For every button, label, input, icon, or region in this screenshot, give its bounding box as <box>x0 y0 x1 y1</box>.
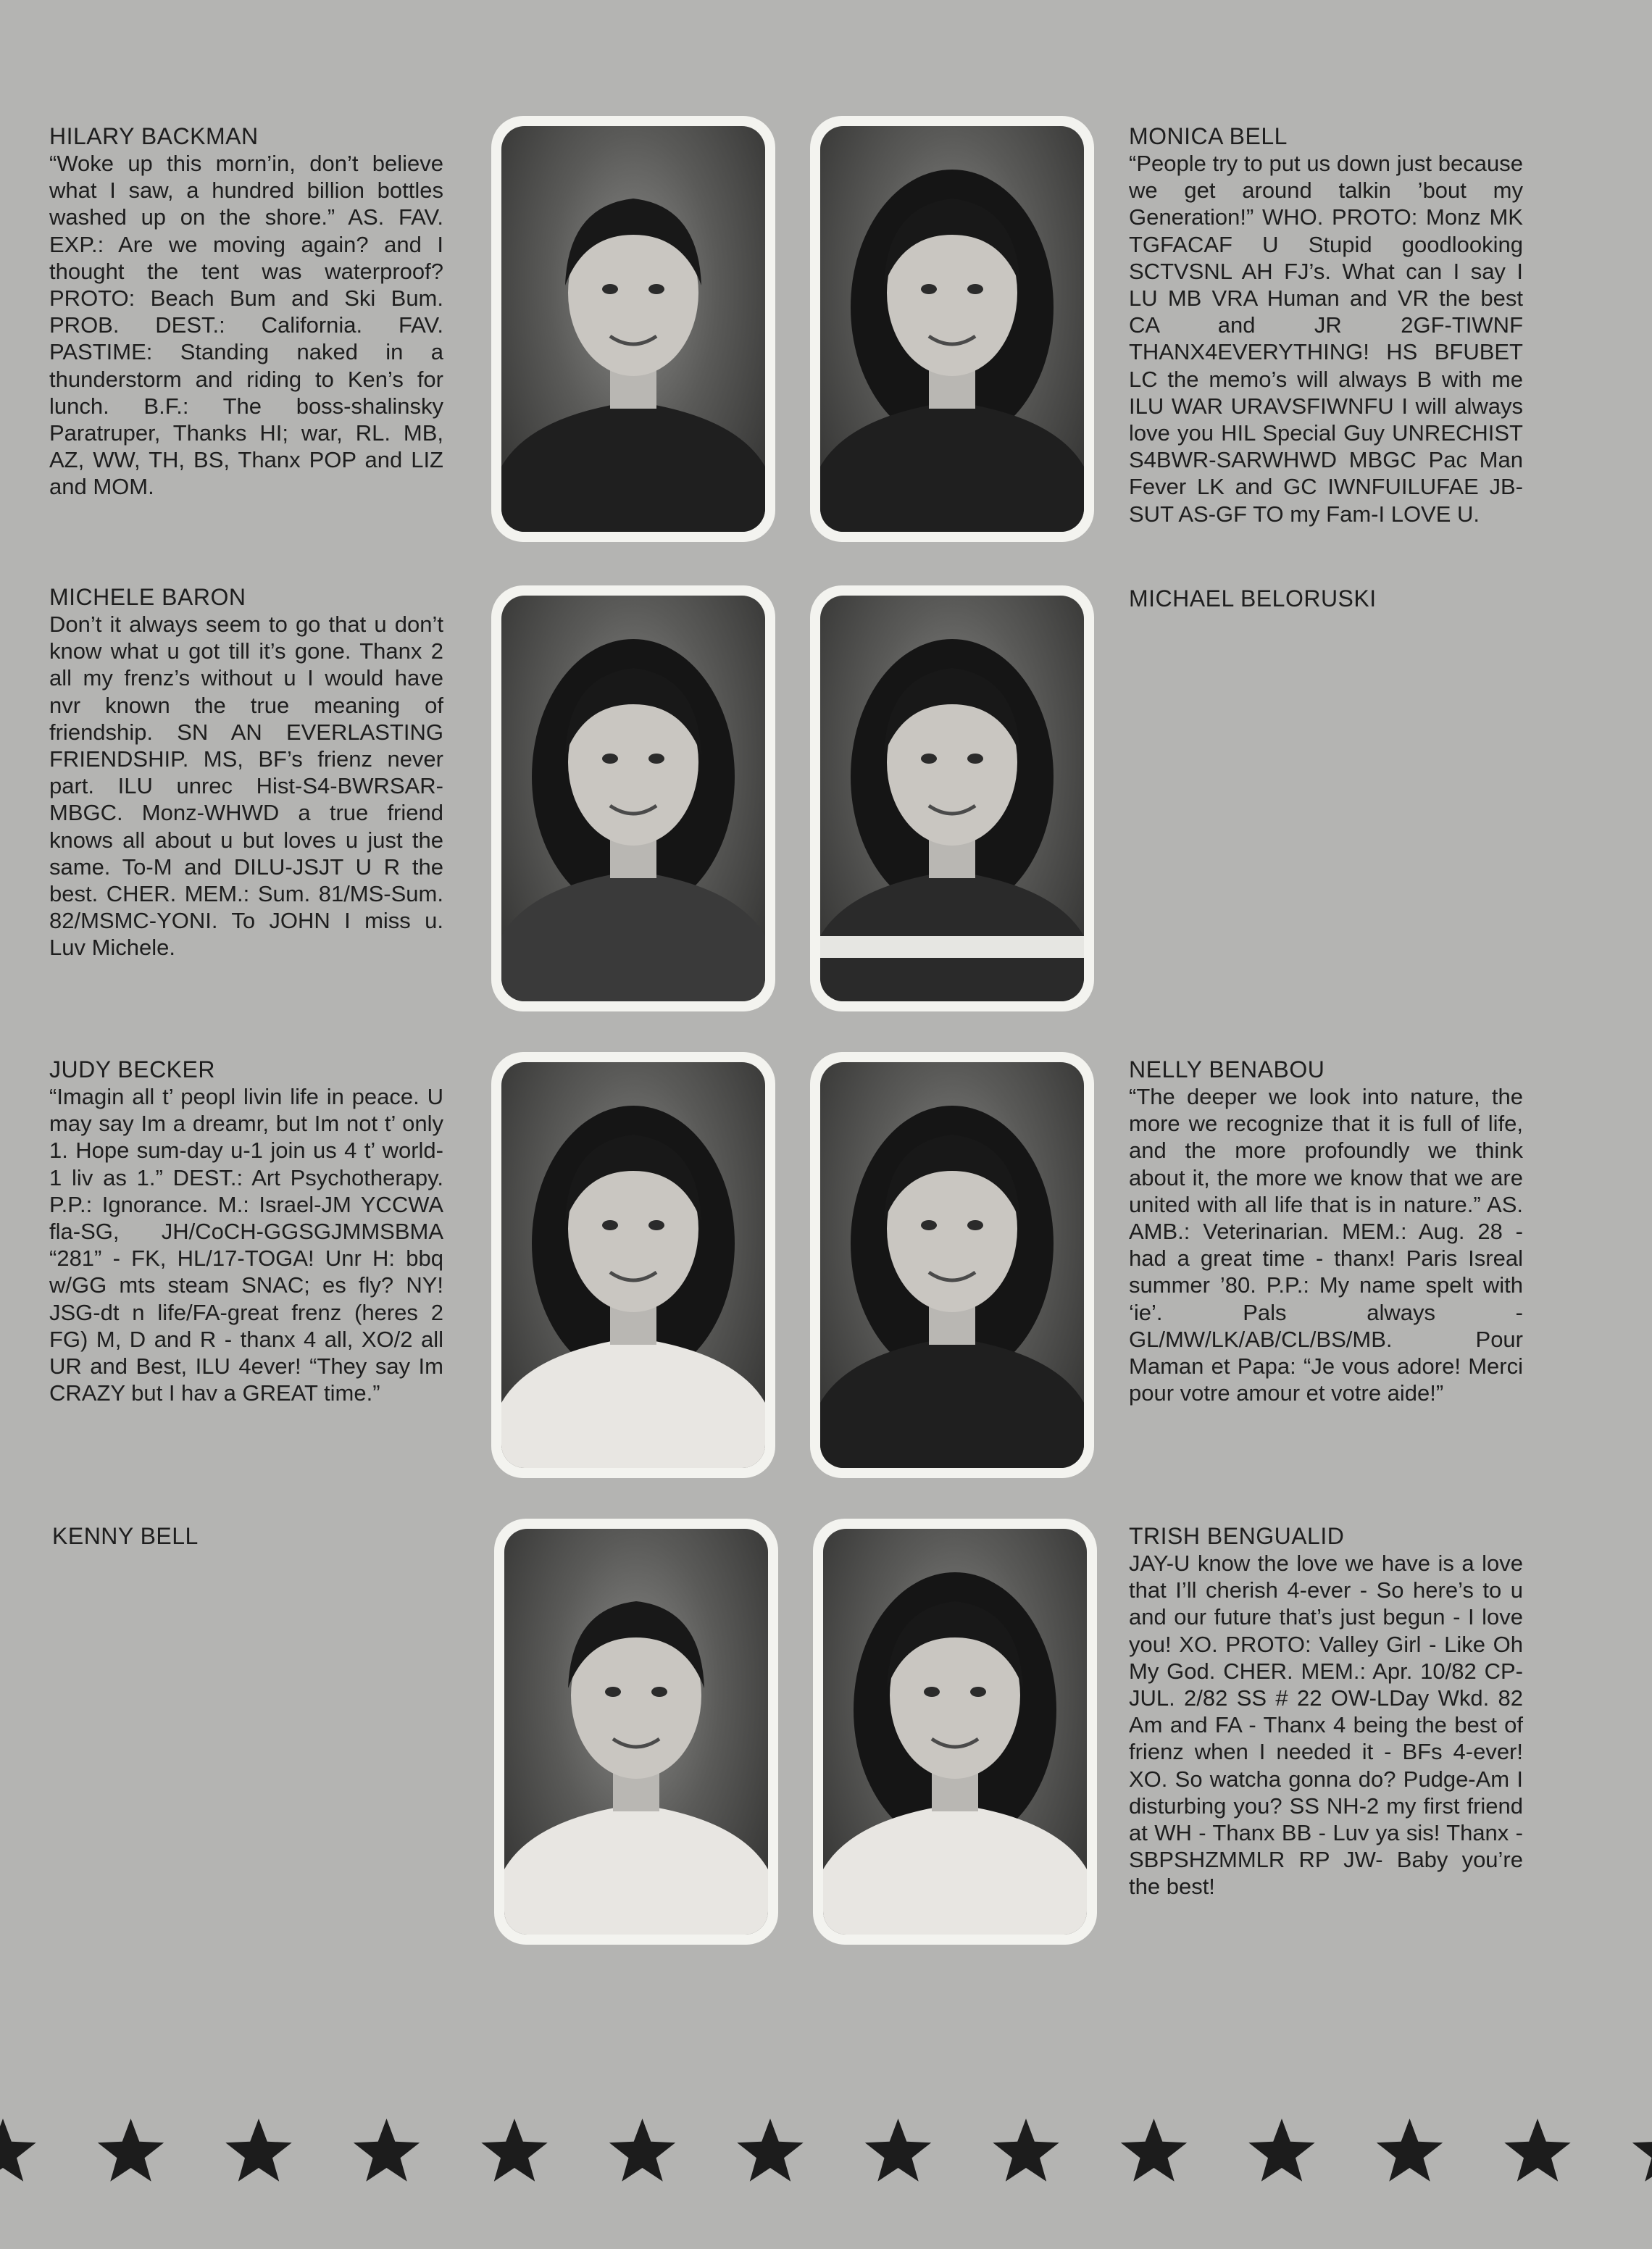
left-eye <box>605 1687 621 1697</box>
portrait-silhouette <box>820 126 1084 532</box>
star-icon <box>993 2119 1059 2182</box>
portrait-photo-judy-becker <box>491 1052 775 1478</box>
student-bio: “Woke up this morn’in, don’t believe what I saw, a hundred billion bottles washed up on the shore.” AS. FAV. EXP.: Are we moving again? and I thought the tent was waterproof? PROTO: Beach Bum and Ski Bum. PROB. DEST.: California. FAV. PASTIME: Standing naked in a thunderstorm and riding to Ken’s for lunch. B.F.: The boss-shalinsky Paratruper, Thanks HI; war, RL. MB, AZ, WW, TH, BS, Thanx POP and LIZ and MOM. <box>49 151 443 500</box>
portrait-photo-nelly-benabou <box>810 1052 1094 1478</box>
star-icon <box>225 2119 291 2182</box>
student-name: TRISH BENGUALID <box>1129 1523 1345 1549</box>
right-eye <box>967 284 983 294</box>
portrait-photo-hilary-backman <box>491 116 775 542</box>
portrait-image <box>501 1062 765 1468</box>
student-name: HILARY BACKMAN <box>49 123 259 149</box>
portrait-image <box>820 1062 1084 1468</box>
portrait-image <box>501 126 765 532</box>
portrait-image <box>501 596 765 1001</box>
star-icon <box>481 2119 547 2182</box>
student-entry-kenny-bell <box>52 1523 446 1550</box>
student-bio: Don’t it always seem to go that u don’t know what u got till it’s gone. Thanx 2 all my frenz’s without u I would have nvr known the true meaning of friendship. SN AN EVERLASTING FRIENDSHIP. MS, BF’s frienz never part. ILU unrec Hist-S4-BWRSAR-MBGC. Monz-WHWD a true friend knows all about u but loves u just the same. To-M and DILU-JSJT U R the best. CHER. MEM.: Sum. 81/MS-Sum. 82/MSMC-YONI. To JOHN I miss u. Luv Michele. <box>49 612 443 961</box>
portrait-image <box>504 1529 768 1935</box>
star-icon <box>1504 2119 1570 2182</box>
student-name: MICHELE BARON <box>49 584 246 610</box>
star-icon <box>1248 2119 1314 2182</box>
portrait-silhouette <box>504 1529 768 1935</box>
shirt-stripe <box>820 936 1084 958</box>
portrait-image <box>820 596 1084 1001</box>
portrait-silhouette <box>820 596 1084 1001</box>
portrait-image <box>820 126 1084 532</box>
right-eye <box>967 1220 983 1230</box>
left-eye <box>921 1220 937 1230</box>
student-entry-michael-beloruski <box>1129 585 1523 612</box>
student-name: MONICA BELL <box>1129 123 1288 149</box>
star-icon <box>354 2119 420 2182</box>
portrait-silhouette <box>501 126 765 532</box>
right-eye <box>651 1687 667 1697</box>
shoulders <box>501 401 765 532</box>
student-name: KENNY BELL <box>52 1523 199 1549</box>
student-entry-trish-bengualid <box>1129 1523 1523 1900</box>
star-icon <box>865 2119 931 2182</box>
portrait-photo-michele-baron <box>491 585 775 1011</box>
student-bio: “The deeper we look into nature, the more we recognize that it is full of life, and the more profoundly we think about it, the more we know that we are united with all life that is in nature.” AS. AMB.: Veterinarian. MEM.: Aug. 28 - had a great time - thanx! Paris Isreal summer ’80. P.P.: My name spelt with ‘ie’. Pals always - GL/MW/LK/AB/CL/BS/MB. Pour Maman et Papa: “Je vous adore! Merci pour votre amour et votre aide!” <box>1129 1084 1523 1406</box>
star-icon <box>737 2119 803 2182</box>
student-entry-nelly-benabou <box>1129 1056 1523 1406</box>
student-entry-judy-becker <box>49 1056 443 1406</box>
portrait-photo-trish-bengualid <box>813 1519 1097 1945</box>
student-name: MICHAEL BELORUSKI <box>1129 585 1377 612</box>
star-icon <box>0 2119 36 2182</box>
left-eye <box>602 754 618 764</box>
shoulders <box>501 1338 765 1468</box>
right-eye <box>648 754 664 764</box>
right-eye <box>967 754 983 764</box>
right-eye <box>970 1687 986 1697</box>
star-border <box>0 2101 1652 2203</box>
portrait-silhouette <box>501 1062 765 1468</box>
left-eye <box>602 284 618 294</box>
portrait-silhouette <box>501 596 765 1001</box>
student-bio: “People try to put us down just because we get around talkin ’bout my Generation!” WHO. PROTO: Monz MK TGFACAF U Stupid goodlooking SCTVSNL AH FJ’s. What can I say I LU MB VRA Human and VR the best CA and JR 2GF-TIWNF THANX4EVERYTHING! HS BFUBET LC the memo’s will always B with me ILU WAR URAVSFIWNFU I will always love you HIL Special Guy UNRECHIST S4BWR-SARWHWD MBGC Pac Man Fever LK and GC IWNFUILUFAE JB-SUT AS-GF TO my Fam-I LOVE U. <box>1129 151 1523 527</box>
left-eye <box>924 1687 940 1697</box>
shoulders <box>820 401 1084 532</box>
shoulders <box>504 1804 768 1935</box>
student-entry-hilary-backman <box>49 123 443 501</box>
star-icon <box>1121 2119 1187 2182</box>
student-entry-michele-baron <box>49 584 443 961</box>
right-eye <box>648 284 664 294</box>
student-entry-monica-bell <box>1129 123 1523 527</box>
portrait-silhouette <box>823 1529 1087 1935</box>
portrait-photo-monica-bell <box>810 116 1094 542</box>
student-bio: JAY-U know the love we have is a love that I’ll cherish 4-ever - So here’s to u and our future that’s just begun - I love you! XO. PROTO: Valley Girl - Like Oh My God. CHER. MEM.: Apr. 10/82 CP-JUL. 2/82 SS # 22 OW-LDay Wkd. 82 Am and FA - Thanx 4 being the best of frienz when I needed it - BFs 4-ever! XO. So watcha gonna do? Pudge-Am I disturbing you? SS NH-2 my first friend at WH - Thanx BB - Luv ya sis! Thanx - SBPSHZMMLR RP JW- Baby you’re the best! <box>1129 1551 1523 1900</box>
star-icon <box>1632 2119 1652 2182</box>
left-eye <box>921 754 937 764</box>
shoulders <box>820 1338 1084 1468</box>
student-name: NELLY BENABOU <box>1129 1056 1325 1082</box>
portrait-photo-michael-beloruski <box>810 585 1094 1011</box>
shoulders <box>501 871 765 1001</box>
star-icon <box>609 2119 675 2182</box>
star-icon <box>98 2119 164 2182</box>
student-bio: “Imagin all t’ peopl livin life in peace. U may say Im a dreamr, but Im not t’ only 1. Hope sum-day u-1 join us 4 t’ world-1 liv as 1.” DEST.: Art Psychotherapy. P.P.: Ignorance. M.: Israel-JM YCCWA fla-SG, JH/CoCH-GGSGJMMSBMA “281” - FK, HL/17-TOGA! Unr H: bbq w/GG mts steam SNAC; es fly? NY! JSG-dt n life/FA-great frenz (heres 2 FG) M, D and R - thanx 4 all, XO/2 all UR and Best, ILU 4ever! “They say Im CRAZY but I hav a GREAT time.” <box>49 1084 443 1406</box>
portrait-image <box>823 1529 1087 1935</box>
portrait-photo-kenny-bell <box>494 1519 778 1945</box>
portrait-silhouette <box>820 1062 1084 1468</box>
star-icon <box>1377 2119 1443 2182</box>
right-eye <box>648 1220 664 1230</box>
left-eye <box>921 284 937 294</box>
left-eye <box>602 1220 618 1230</box>
student-name: JUDY BECKER <box>49 1056 215 1082</box>
shoulders <box>823 1804 1087 1935</box>
